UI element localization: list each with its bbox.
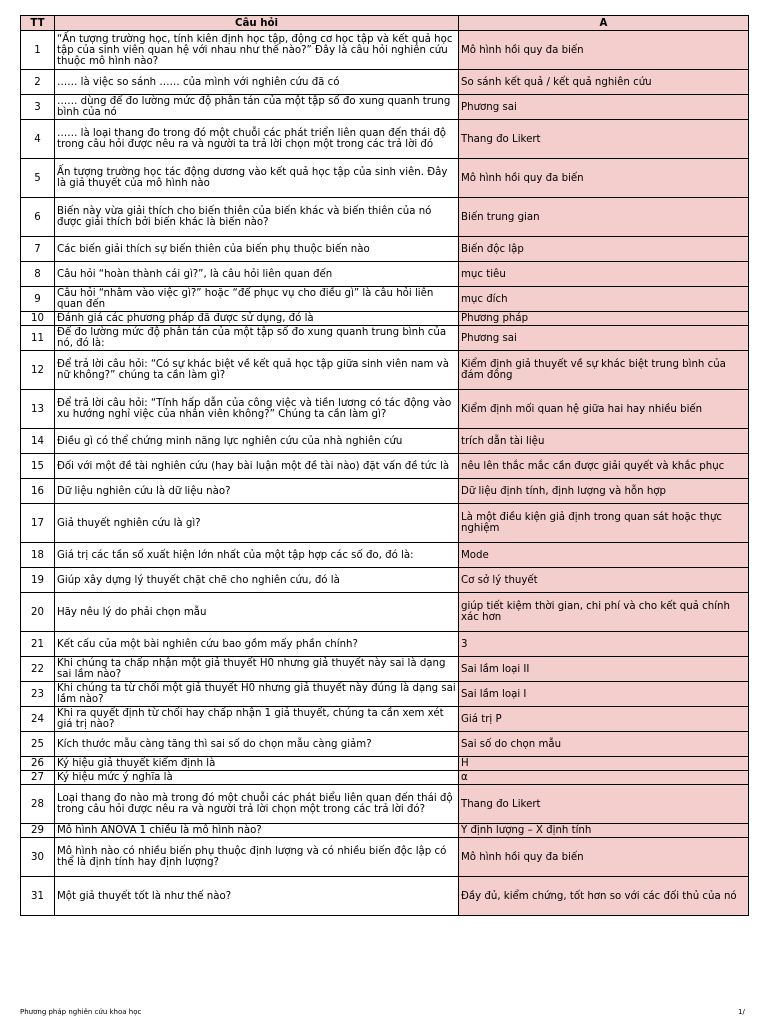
answer-cell: mục đích: [459, 287, 749, 312]
question-cell: Khi chúng ta chấp nhận một giả thuyết H0 nhưng giả thuyết này sai là dạng sai lầm nào?: [55, 657, 459, 682]
row-number: 30: [21, 838, 55, 877]
row-number: 15: [21, 454, 55, 479]
page-number: 1/: [738, 1008, 745, 1016]
answer-cell: Là một điều kiện giả định trong quan sát hoặc thực nghiệm: [459, 504, 749, 543]
question-cell: Ký hiệu mức ý nghĩa là: [55, 771, 459, 785]
header-question: Câu hỏi: [55, 16, 459, 31]
answer-cell: Mô hình hồi quy đa biến: [459, 159, 749, 198]
question-cell: …… dùng để đo lường mức độ phân tán của một tập số đo xung quanh trung bình của nó: [55, 95, 459, 120]
question-cell: Các biến giải thích sự biến thiên của biến phụ thuộc biến nào: [55, 237, 459, 262]
table-row: [21, 504, 749, 543]
table-row: [21, 159, 749, 198]
table-row: [21, 326, 749, 351]
answer-cell: So sánh kết quả / kết quả nghiên cứu: [459, 70, 749, 95]
table-row: [21, 771, 749, 785]
question-cell: Để đo lường mức độ phân tán của một tập số đo xung quanh trung bình của nó, đó là:: [55, 326, 459, 351]
row-number: 21: [21, 632, 55, 657]
answer-cell: Cơ sở lý thuyết: [459, 568, 749, 593]
question-cell: Để trả lời câu hỏi: “Tính hấp dẫn của công việc và tiền lương có tác động vào xu hướng nghỉ việc của nhân viên không?” Chúng ta cần làm gì?: [55, 390, 459, 429]
row-number: 28: [21, 785, 55, 824]
table-row: [21, 95, 749, 120]
question-cell: Để trả lời câu hỏi: “Có sự khác biệt về kết quả học tập giữa sinh viên nam và nữ không?” chúng ta cần làm gì?: [55, 351, 459, 390]
question-cell: “Ấn tượng trường học, tính kiên định học tập, động cơ học tập và kết quả học tập của sinh viên quan hệ với nhau như thế nào?” Đây là câu hỏi nghiên cứu thuộc mô hình nào?: [55, 31, 459, 70]
answer-cell: Phương pháp: [459, 312, 749, 326]
question-cell: Điều gì có thể chứng minh năng lực nghiên cứu của nhà nghiên cứu: [55, 429, 459, 454]
table-row: [21, 632, 749, 657]
row-number: 29: [21, 824, 55, 838]
table-row: [21, 479, 749, 504]
table-row: [21, 351, 749, 390]
qa-table: [20, 15, 749, 916]
question-cell: Kích thước mẫu càng tăng thì sai số do chọn mẫu càng giảm?: [55, 732, 459, 757]
table-row: [21, 312, 749, 326]
row-number: 17: [21, 504, 55, 543]
row-number: 8: [21, 262, 55, 287]
question-cell: Khi chúng ta từ chối một giả thuyết H0 nhưng giả thuyết này đúng là dạng sai lầm nào?: [55, 682, 459, 707]
question-cell: Khi ra quyết định từ chối hay chấp nhận 1 giả thuyết, chúng ta cần xem xét giá trị nào?: [55, 707, 459, 732]
row-number: 27: [21, 771, 55, 785]
row-number: 4: [21, 120, 55, 159]
answer-cell: Phương sai: [459, 95, 749, 120]
row-number: 10: [21, 312, 55, 326]
table-row: [21, 682, 749, 707]
row-number: 3: [21, 95, 55, 120]
row-number: 25: [21, 732, 55, 757]
table-row: [21, 262, 749, 287]
table-body: [21, 31, 749, 916]
answer-cell: trích dẫn tài liệu: [459, 429, 749, 454]
row-number: 26: [21, 757, 55, 771]
table-row: [21, 838, 749, 877]
row-number: 24: [21, 707, 55, 732]
question-cell: Đánh giá các phương pháp đã được sử dụng, đó là: [55, 312, 459, 326]
answer-cell: Phương sai: [459, 326, 749, 351]
answer-cell: Thang đo Likert: [459, 785, 749, 824]
answer-cell: Kiểm định giả thuyết về sự khác biệt trung bình của đám đông: [459, 351, 749, 390]
answer-cell: Giá trị P: [459, 707, 749, 732]
row-number: 6: [21, 198, 55, 237]
answer-cell: Đầy đủ, kiểm chứng, tốt hơn so với các đối thủ của nó: [459, 877, 749, 916]
row-number: 14: [21, 429, 55, 454]
row-number: 23: [21, 682, 55, 707]
question-cell: Loại thang đo nào mà trong đó một chuỗi các phát biểu liên quan đến thái độ trong câu hỏi được nêu ra và người trả lời chọn một trong các trả lời đó?: [55, 785, 459, 824]
answer-cell: Biến độc lập: [459, 237, 749, 262]
row-number: 22: [21, 657, 55, 682]
question-cell: Mô hình ANOVA 1 chiều là mô hình nào?: [55, 824, 459, 838]
row-number: 12: [21, 351, 55, 390]
question-cell: Dữ liệu nghiên cứu là dữ liệu nào?: [55, 479, 459, 504]
table-row: [21, 757, 749, 771]
question-cell: Kết cấu của một bài nghiên cứu bao gồm mấy phần chính?: [55, 632, 459, 657]
row-number: 2: [21, 70, 55, 95]
answer-cell: Dữ liệu định tính, định lượng và hỗn hợp: [459, 479, 749, 504]
row-number: 19: [21, 568, 55, 593]
table-row: [21, 543, 749, 568]
header-tt: TT: [21, 16, 55, 31]
answer-cell: 3: [459, 632, 749, 657]
answer-cell: Mode: [459, 543, 749, 568]
answer-cell: α: [459, 771, 749, 785]
question-cell: Giả thuyết nghiên cứu là gì?: [55, 504, 459, 543]
table-row: [21, 70, 749, 95]
table-row: [21, 877, 749, 916]
table-row: [21, 732, 749, 757]
answer-cell: Sai số do chọn mẫu: [459, 732, 749, 757]
question-cell: Hãy nêu lý do phải chọn mẫu: [55, 593, 459, 632]
row-number: 18: [21, 543, 55, 568]
table-row: [21, 785, 749, 824]
row-number: 31: [21, 877, 55, 916]
row-number: 1: [21, 31, 55, 70]
question-cell: …… là loại thang đo trong đó một chuỗi các phát triển liên quan đến thái độ trong câu hỏi được nêu ra và người ta trả lời chọn một trong các trả lời đó: [55, 120, 459, 159]
question-cell: Mô hình nào có nhiều biến phụ thuộc định lượng và có nhiều biến độc lập có thể là định tính hay định lượng?: [55, 838, 459, 877]
table-row: [21, 824, 749, 838]
table-row: [21, 120, 749, 159]
question-cell: Câu hỏi “nhằm vào việc gì?” hoặc “để phục vụ cho điều gì” là câu hỏi liên quan đến: [55, 287, 459, 312]
row-number: 9: [21, 287, 55, 312]
answer-cell: mục tiêu: [459, 262, 749, 287]
table-row: [21, 198, 749, 237]
answer-cell: Biến trung gian: [459, 198, 749, 237]
table-row: [21, 454, 749, 479]
question-cell: Ký hiệu giả thuyết kiểm định là: [55, 757, 459, 771]
question-cell: Câu hỏi “hoàn thành cái gì?”, là câu hỏi liên quan đến: [55, 262, 459, 287]
footer-title: Phương pháp nghiên cứu khoa học: [20, 1008, 142, 1016]
row-number: 16: [21, 479, 55, 504]
row-number: 7: [21, 237, 55, 262]
question-cell: Giá trị các tần số xuất hiện lớn nhất của một tập hợp các số đo, đó là:: [55, 543, 459, 568]
answer-cell: Sai lầm loại II: [459, 657, 749, 682]
table-row: [21, 593, 749, 632]
question-cell: Đối với một đề tài nghiên cứu (hay bài luận một đề tài nào) đặt vấn đề tức là: [55, 454, 459, 479]
answer-cell: giúp tiết kiệm thời gian, chi phí và cho kết quả chính xác hơn: [459, 593, 749, 632]
answer-cell: Thang đo Likert: [459, 120, 749, 159]
table-header-row: [21, 16, 749, 31]
table-row: [21, 429, 749, 454]
row-number: 20: [21, 593, 55, 632]
answer-cell: Y định lượng – X định tính: [459, 824, 749, 838]
answer-cell: Mô hình hồi quy đa biến: [459, 838, 749, 877]
table-row: [21, 657, 749, 682]
table-row: [21, 287, 749, 312]
table-row: [21, 31, 749, 70]
table-row: [21, 390, 749, 429]
answer-cell: Sai lầm loại I: [459, 682, 749, 707]
row-number: 5: [21, 159, 55, 198]
header-answer: A: [459, 16, 749, 31]
table-row: [21, 707, 749, 732]
row-number: 11: [21, 326, 55, 351]
question-cell: Giúp xây dựng lý thuyết chặt chẽ cho nghiên cứu, đó là: [55, 568, 459, 593]
row-number: 13: [21, 390, 55, 429]
question-cell: Biến này vừa giải thích cho biến thiên của biến khác và biến thiên của nó được giải thích bởi biến khác là biến nào?: [55, 198, 459, 237]
question-cell: Ấn tượng trường học tác động dương vào kết quả học tập của sinh viên. Đây là giả thuyết của mô hình nào: [55, 159, 459, 198]
answer-cell: H: [459, 757, 749, 771]
question-cell: …… là việc so sánh …… của mình với nghiên cứu đã có: [55, 70, 459, 95]
answer-cell: Mô hình hồi quy đa biến: [459, 31, 749, 70]
table-row: [21, 237, 749, 262]
question-cell: Một giả thuyết tốt là như thế nào?: [55, 877, 459, 916]
answer-cell: nêu lên thắc mắc cần được giải quyết và khắc phục: [459, 454, 749, 479]
answer-cell: Kiểm định mối quan hệ giữa hai hay nhiều biến: [459, 390, 749, 429]
table-row: [21, 568, 749, 593]
